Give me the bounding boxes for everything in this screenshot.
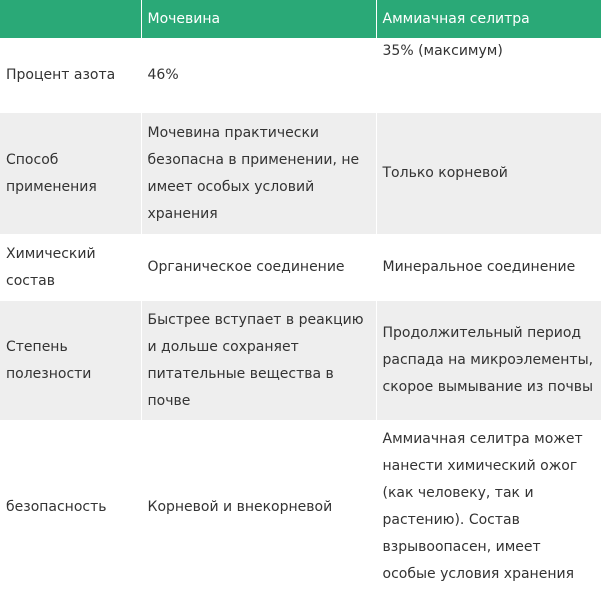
- table-row: [0, 234, 601, 301]
- row-label: Химический состав: [0, 234, 141, 301]
- row-label: Степень полезности: [0, 301, 141, 420]
- table-row: [0, 301, 601, 420]
- urea-cell: Корневой и внекорневой: [141, 420, 376, 594]
- header-cell-ammonium-nitrate: Аммиачная селитра: [376, 0, 601, 38]
- row-label: безопасность: [0, 420, 141, 594]
- row-label: Способ применения: [0, 113, 141, 234]
- urea-cell: Мочевина практически безопасна в применении, не имеет особых условий хранения: [141, 113, 376, 234]
- ammonium-nitrate-cell: 35% (максимум): [376, 38, 601, 113]
- header-cell-urea: Мочевина: [141, 0, 376, 38]
- row-label: Процент азота: [0, 38, 141, 113]
- urea-cell: Органическое соединение: [141, 234, 376, 301]
- urea-cell: Быстрее вступает в реакцию и дольше сохраняет питательные вещества в почве: [141, 301, 376, 420]
- table-row: [0, 420, 601, 594]
- table-row: [0, 113, 601, 234]
- header-cell-empty: [0, 0, 141, 38]
- ammonium-nitrate-cell: Продолжительный период распада на микроэлементы, скорое вымывание из почвы: [376, 301, 601, 420]
- table-header-row: [0, 0, 601, 38]
- ammonium-nitrate-cell: Аммиачная селитра может нанести химический ожог (как человеку, так и растению). Состав взрывоопасен, имеет особые условия хранения: [376, 420, 601, 594]
- ammonium-nitrate-cell: Минеральное соединение: [376, 234, 601, 301]
- urea-cell: 46%: [141, 38, 376, 113]
- ammonium-nitrate-cell: Только корневой: [376, 113, 601, 234]
- table-row: [0, 38, 601, 113]
